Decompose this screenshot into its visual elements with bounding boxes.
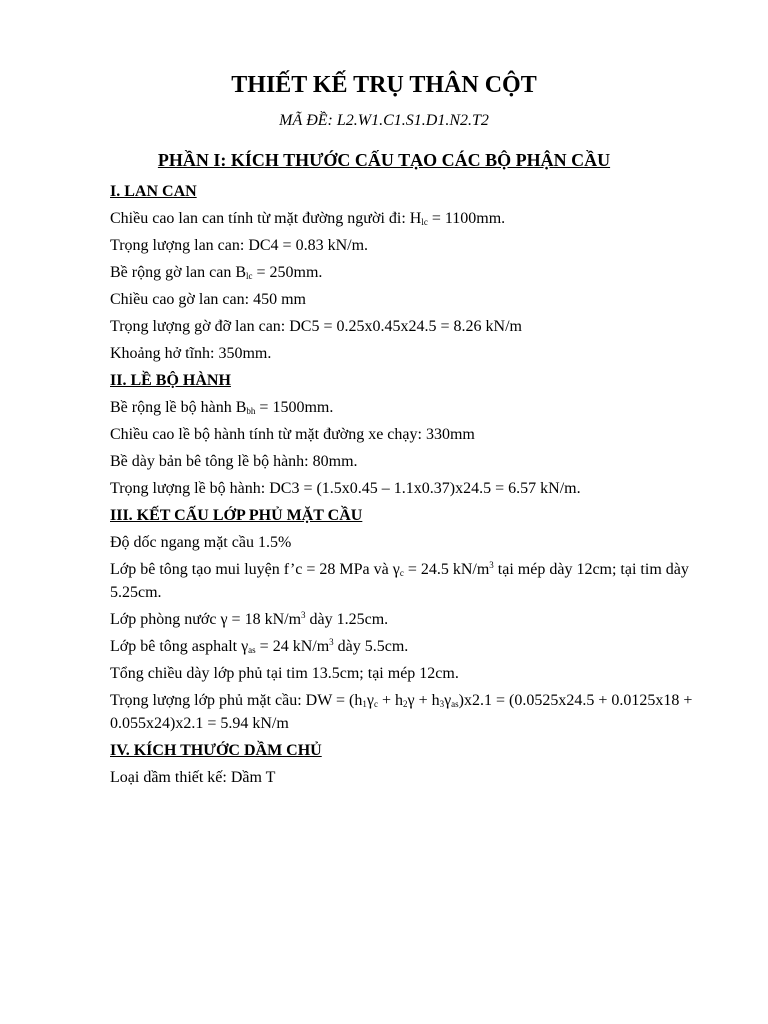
section-heading-dam-chu: IV. KÍCH THƯỚC DẦM CHỦ	[110, 742, 322, 759]
paragraph: Khoảng hở tĩnh: 350mm.	[110, 345, 272, 362]
paragraph: Bề rộng lề bộ hành $B_{bh} = 1500mm$.	[110, 399, 334, 416]
paragraph: Chiều cao lan can tính từ mặt đường người đi: $H_{lc} = 1100mm$.	[110, 210, 506, 227]
paragraph: Lớp phòng nước γ = 18 $kN/m^3$ dày 1.25cm.	[110, 610, 389, 628]
part-heading: PHẦN I: KÍCH THƯỚC CẤU TẠO CÁC BỘ PHẬN CẦU	[157, 150, 611, 170]
paragraph: Độ dốc ngang mặt cầu 1.5%	[110, 534, 292, 551]
paragraph: Trọng lượng gờ đỡ lan can: DC5 = 0.25x0.45x24.5 = 8.26 kN/m	[110, 318, 522, 335]
paragraph: Trọng lượng lớp phủ mặt cầu: DW = $(h_1\gamma_c + h_2\gamma + h_3\gamma_{as})x2.1 = (0.0525x24.5 + 0.0125x18 + 0.055x24)x2.1 = 5.94$ kN/m	[110, 692, 693, 732]
project-code: MÃ ĐỀ: L2.W1.C1.S1.D1.N2.T2	[279, 112, 489, 129]
paragraph: Lớp bê tông tạo mui luyện f’c = 28 MPa và $\gamma_c = 24.5$ $kN/m^3$ tại mép dày 12cm; tại tim dày 5.25cm.	[110, 560, 689, 601]
section-heading-le-bo-hanh: II. LỀ BỘ HÀNH	[110, 372, 231, 389]
paragraph: Bề rộng gờ lan can $B_{lc} = 250mm$.	[110, 264, 323, 281]
paragraph: Bề dày bản bê tông lề bộ hành: 80mm.	[110, 453, 358, 470]
paragraph: Chiều cao lề bộ hành tính từ mặt đường xe chạy: 330mm	[110, 426, 475, 443]
paragraph: Loại dầm thiết kế: Dầm T	[110, 769, 276, 786]
document-body	[110, 180, 700, 793]
paragraph: Trọng lượng lan can: DC4 = 0.83 kN/m.	[110, 237, 369, 254]
section-heading-lop-phu: III. KẾT CẤU LỚP PHỦ MẶT CẦU	[110, 507, 363, 524]
paragraph: Tổng chiều dày lớp phủ tại tim 13.5cm; tại mép 12cm.	[110, 665, 459, 682]
paragraph: Lớp bê tông asphalt $\gamma_{as} = 24$ $kN/m^3$ dày 5.5cm.	[110, 637, 409, 655]
paragraph: Chiều cao gờ lan can: 450 mm	[110, 291, 306, 308]
document-title: THIẾT KẾ TRỤ THÂN CỘT	[231, 72, 537, 98]
paragraph: Trọng lượng lề bộ hành: DC3 = (1.5x0.45 – 1.1x0.37)x24.5 = 6.57 kN/m.	[110, 480, 581, 497]
section-heading-lan-can: I. LAN CAN	[110, 183, 197, 200]
